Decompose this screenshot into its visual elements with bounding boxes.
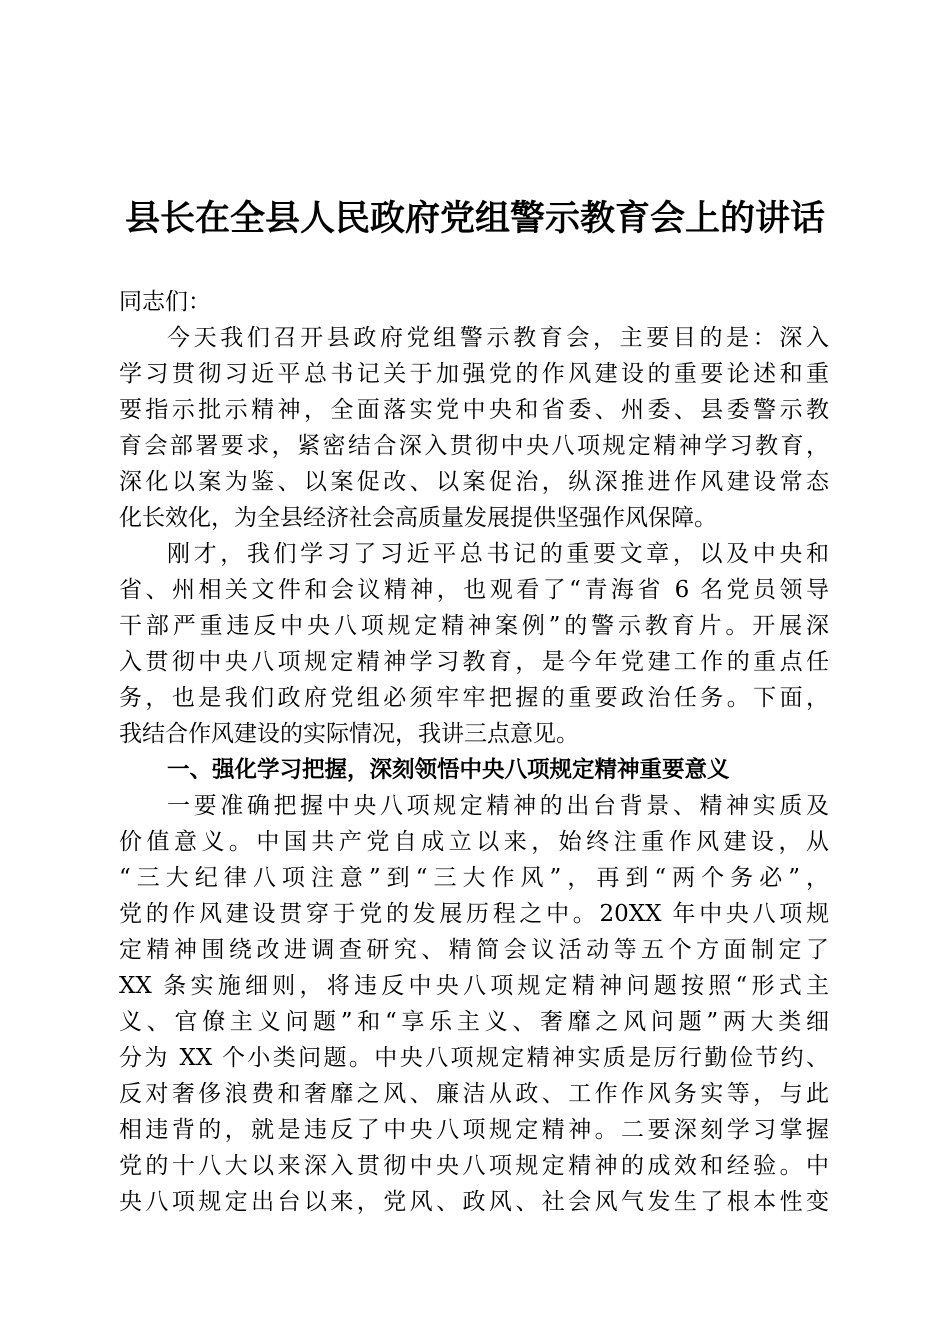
text-line: 入贯彻中央八项规定精神学习教育，是今年党建工作的重点任: [119, 649, 829, 675]
text-line: 党的十八大以来深入贯彻中央八项规定精神的成效和经验。中: [119, 1153, 829, 1179]
text-line: XX 条实施细则，将违反中央八项规定精神问题按照“形式主: [119, 973, 829, 999]
text-line: 育会部署要求，紧密结合深入贯彻中央八项规定精神学习教育，: [119, 433, 829, 459]
section-heading: 一、强化学习把握，深刻领悟中央八项规定精神重要意义: [167, 757, 730, 783]
text-line: 义、官僚主义问题”和“享乐主义、奢靡之风问题”两大类细: [119, 1009, 829, 1035]
text-line: 一要准确把握中央八项规定精神的出台背景、精神实质及: [167, 793, 829, 819]
text-line: 相违背的，就是违反了中央八项规定精神。二要深刻学习掌握: [119, 1117, 829, 1143]
text-line: 我结合作风建设的实际情况，我讲三点意见。: [119, 721, 579, 747]
text-line: 干部严重违反中央八项规定精神案例”的警示教育片。开展深: [119, 613, 829, 639]
text-line: 反对奢侈浪费和奢靡之风、廉洁从政、工作作风务实等，与此: [119, 1081, 829, 1107]
text-line: “三大纪律八项注意”到“三大作风”，再到“两个务必”，: [119, 865, 829, 891]
text-line: 分为 XX 个小类问题。中央八项规定精神实质是厉行勤俭节约、: [119, 1045, 829, 1071]
text-line: 党的作风建设贯穿于党的发展历程之中。20XX 年中央八项规: [119, 901, 829, 927]
text-line: 省、州相关文件和会议精神，也观看了“青海省 6 名党员领导: [119, 577, 829, 603]
text-line: 今天我们召开县政府党组警示教育会，主要目的是：深入: [167, 325, 829, 351]
text-line: 化长效化，为全县经济社会高质量发展提供坚强作风保障。: [119, 505, 717, 531]
text-line: 定精神围绕改进调查研究、精简会议活动等五个方面制定了: [119, 937, 829, 963]
text-line: 深化以案为鉴、以案促改、以案促治，纵深推进作风建设常态: [119, 469, 829, 495]
text-line: 务，也是我们政府党组必须牢牢把握的重要政治任务。下面，: [119, 685, 829, 711]
text-line: 央八项规定出台以来，党风、政风、社会风气发生了根本性变: [119, 1189, 829, 1215]
text-line: 价值意义。中国共产党自成立以来，始终注重作风建设，从: [119, 829, 829, 855]
text-line: 同志们：: [119, 289, 211, 315]
text-line: 刚才，我们学习了习近平总书记的重要文章，以及中央和: [167, 541, 829, 567]
document-body: [119, 284, 829, 1220]
document-title: 县长在全县人民政府党组警示教育会上的讲话: [124, 198, 825, 239]
text-line: 要指示批示精神，全面落实党中央和省委、州委、县委警示教: [119, 397, 829, 423]
text-line: 学习贯彻习近平总书记关于加强党的作风建设的重要论述和重: [119, 361, 829, 387]
